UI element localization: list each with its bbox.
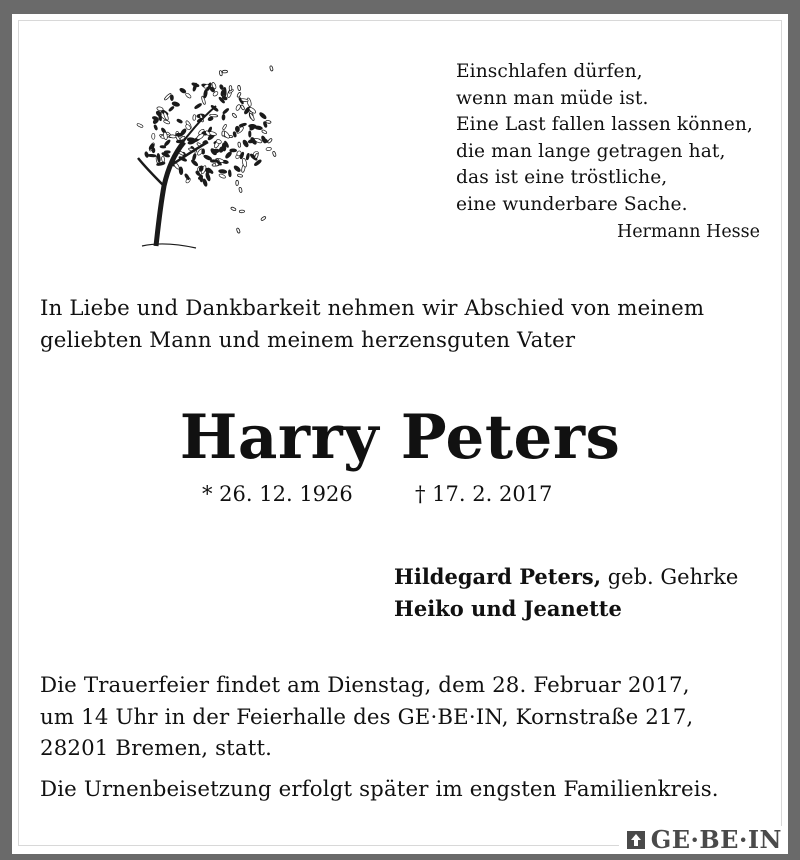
family-signature xyxy=(394,561,738,624)
logo-text: GE·BE·IN xyxy=(650,825,782,854)
intro-text xyxy=(40,293,770,357)
poem-line: die man lange getragen hat, xyxy=(456,140,726,162)
wind-blown-tree-illustration xyxy=(120,58,280,253)
poem-line: Einschlafen dürfen, xyxy=(456,61,643,82)
service-line: 28201 Bremen, statt. xyxy=(40,736,273,761)
family-line xyxy=(394,561,738,593)
intro-line: geliebten Mann und meinem herzensguten Vater xyxy=(40,328,576,353)
poem-line: eine wunderbare Sache. xyxy=(456,193,688,215)
poem-line: Eine Last fallen lassen können, xyxy=(456,114,753,135)
poem-author: Hermann Hesse xyxy=(616,222,760,242)
death-date: † 17. 2. 2017 xyxy=(415,482,553,506)
tree-logo-icon xyxy=(625,829,647,851)
family-name-rest: geb. Gehrke xyxy=(601,565,739,589)
gebein-logo xyxy=(619,826,786,854)
service-line: um 14 Uhr in der Feierhalle des GE·BE·IN, Kornstraße 217, xyxy=(40,704,694,730)
birth-date: * 26. 12. 1926 xyxy=(202,482,353,506)
poem-line: das ist eine tröstliche, xyxy=(456,167,668,188)
deceased-name: Harry Peters xyxy=(179,402,621,473)
poem xyxy=(456,59,776,218)
family-line: Heiko und Jeanette xyxy=(394,596,622,621)
intro-line: In Liebe und Dankbarkeit nehmen wir Abschied von meinem xyxy=(40,296,705,321)
poem-line: wenn man müde ist. xyxy=(456,87,649,109)
service-line: Die Trauerfeier findet am Dienstag, dem 28. Februar 2017, xyxy=(40,673,690,698)
family-name-bold: Hildegard Peters, xyxy=(394,564,602,589)
service-info xyxy=(40,670,780,765)
urn-info: Die Urnenbeisetzung erfolgt später im engsten Familienkreis. xyxy=(40,777,719,802)
